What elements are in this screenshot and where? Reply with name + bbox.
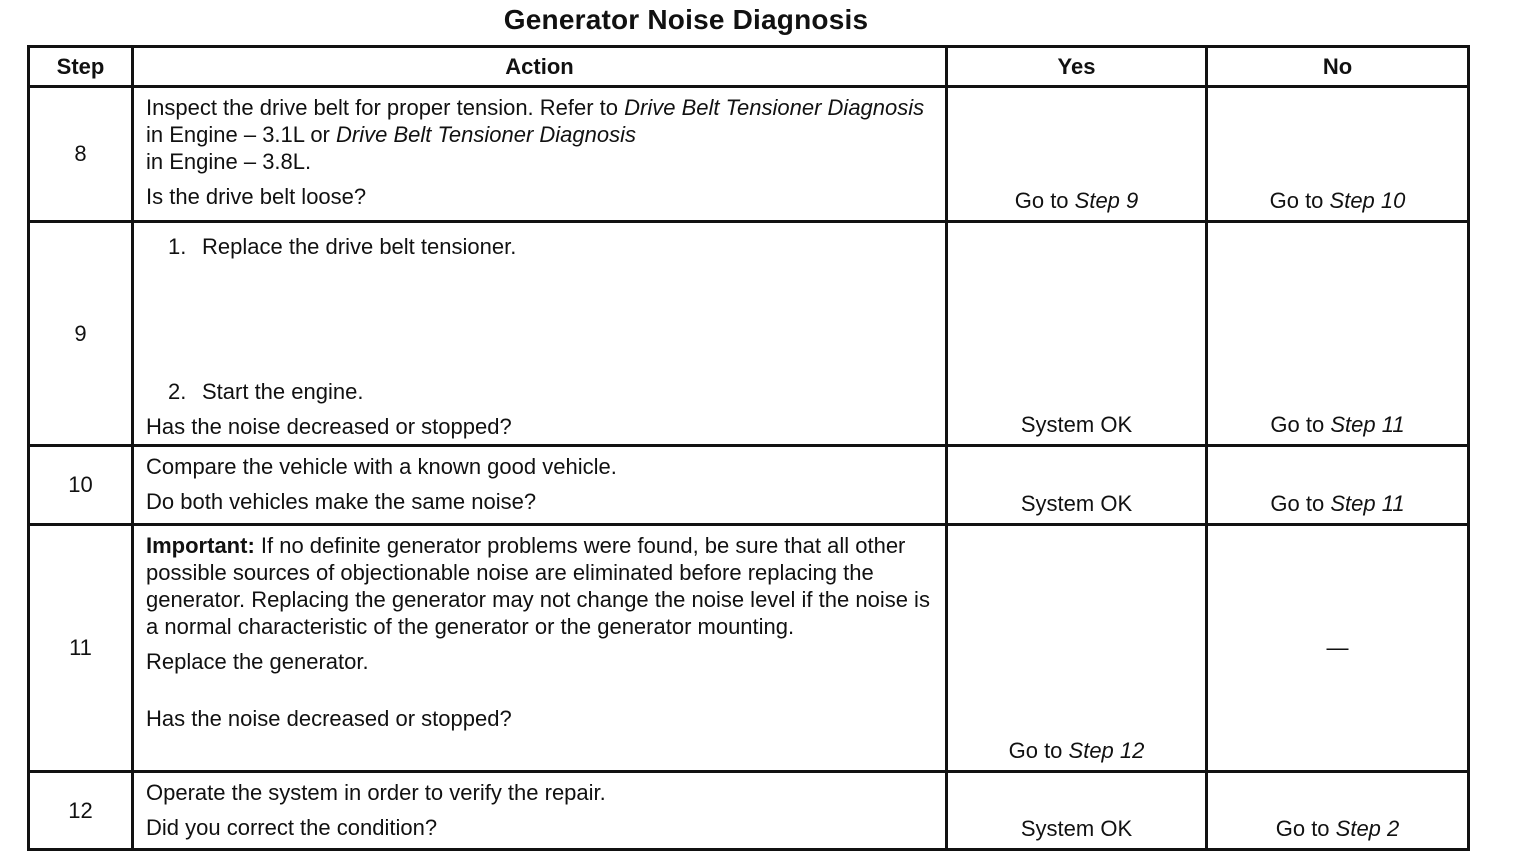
yes-cell: [947, 222, 1207, 446]
yes-step-ref: Step 9: [1074, 188, 1139, 213]
item-number: 1.: [168, 234, 187, 259]
important-text: If no definite generator problems were found, be sure that all other possible sources of objectionable noise are eliminated before replacing the generator. Replacing the generator may not change the noise level if the noise is a normal characteristic of the generator or the generator mounting.: [146, 533, 930, 639]
action-cell: [133, 772, 947, 850]
action-text: Inspect the drive belt for proper tension. Refer to: [146, 95, 625, 120]
action-text: in Engine – 3.8L.: [146, 149, 312, 174]
no-cell: [1207, 87, 1469, 222]
no-cell: [1207, 525, 1469, 772]
action-question: Did you correct the condition?: [146, 815, 438, 840]
step-number: 11: [29, 525, 133, 772]
header-row: [29, 47, 1469, 87]
table-row: [29, 222, 1469, 446]
action-question: Do both vehicles make the same noise?: [146, 489, 537, 514]
no-prefix: Go to: [1270, 412, 1331, 437]
table-row: [29, 87, 1469, 222]
action-cell: [133, 87, 947, 222]
action-text: Replace the generator.: [146, 649, 369, 674]
no-step-ref: Step 2: [1335, 816, 1400, 841]
yes-step-ref: Step 12: [1068, 738, 1145, 763]
action-cell: [133, 525, 947, 772]
table-row: [29, 446, 1469, 525]
header-action: Action: [133, 47, 947, 87]
action-cell: [133, 222, 947, 446]
header-yes: Yes: [947, 47, 1207, 87]
yes-text: System OK: [1020, 412, 1133, 437]
action-question: Is the drive belt loose?: [146, 184, 367, 209]
step-number: 10: [29, 446, 133, 525]
action-text: in Engine – 3.1L or: [146, 122, 336, 147]
no-step-ref: Step 10: [1329, 188, 1406, 213]
no-cell: [1207, 446, 1469, 525]
action-cell: [133, 446, 947, 525]
yes-prefix: Go to: [1014, 188, 1075, 213]
page-title: Generator Noise Diagnosis: [503, 4, 869, 35]
step-number: 9: [29, 222, 133, 446]
no-prefix: Go to: [1270, 491, 1331, 516]
yes-cell: [947, 525, 1207, 772]
action-question: Has the noise decreased or stopped?: [146, 414, 512, 439]
yes-prefix: Go to: [1008, 738, 1069, 763]
yes-cell: [947, 446, 1207, 525]
no-cell: [1207, 222, 1469, 446]
yes-text: System OK: [1020, 491, 1133, 516]
header-no: No: [1207, 47, 1469, 87]
action-text: Operate the system in order to verify the repair.: [146, 780, 606, 805]
action-reference: Drive Belt Tensioner Diagnosis: [624, 95, 925, 120]
action-text: Replace the drive belt tensioner.: [202, 234, 517, 259]
table-row: [29, 525, 1469, 772]
step-number: 12: [29, 772, 133, 850]
no-step-ref: Step 11: [1330, 412, 1405, 437]
action-text: Start the engine.: [202, 379, 364, 404]
no-step-ref: Step 11: [1330, 491, 1405, 516]
no-prefix: Go to: [1269, 188, 1330, 213]
action-reference: Drive Belt Tensioner Diagnosis: [336, 122, 636, 147]
table-row: [29, 772, 1469, 850]
yes-cell: [947, 772, 1207, 850]
action-question: Has the noise decreased or stopped?: [146, 706, 512, 731]
yes-cell: [947, 87, 1207, 222]
step-number: 8: [29, 87, 133, 222]
important-label: Important:: [146, 533, 255, 558]
yes-text: System OK: [1020, 816, 1133, 841]
item-number: 2.: [168, 379, 187, 404]
no-dash: —: [1326, 635, 1349, 660]
action-text: Compare the vehicle with a known good vehicle.: [146, 454, 617, 479]
no-prefix: Go to: [1275, 816, 1336, 841]
diagnosis-table: [27, 45, 1470, 851]
no-cell: [1207, 772, 1469, 850]
header-step: Step: [29, 47, 133, 87]
